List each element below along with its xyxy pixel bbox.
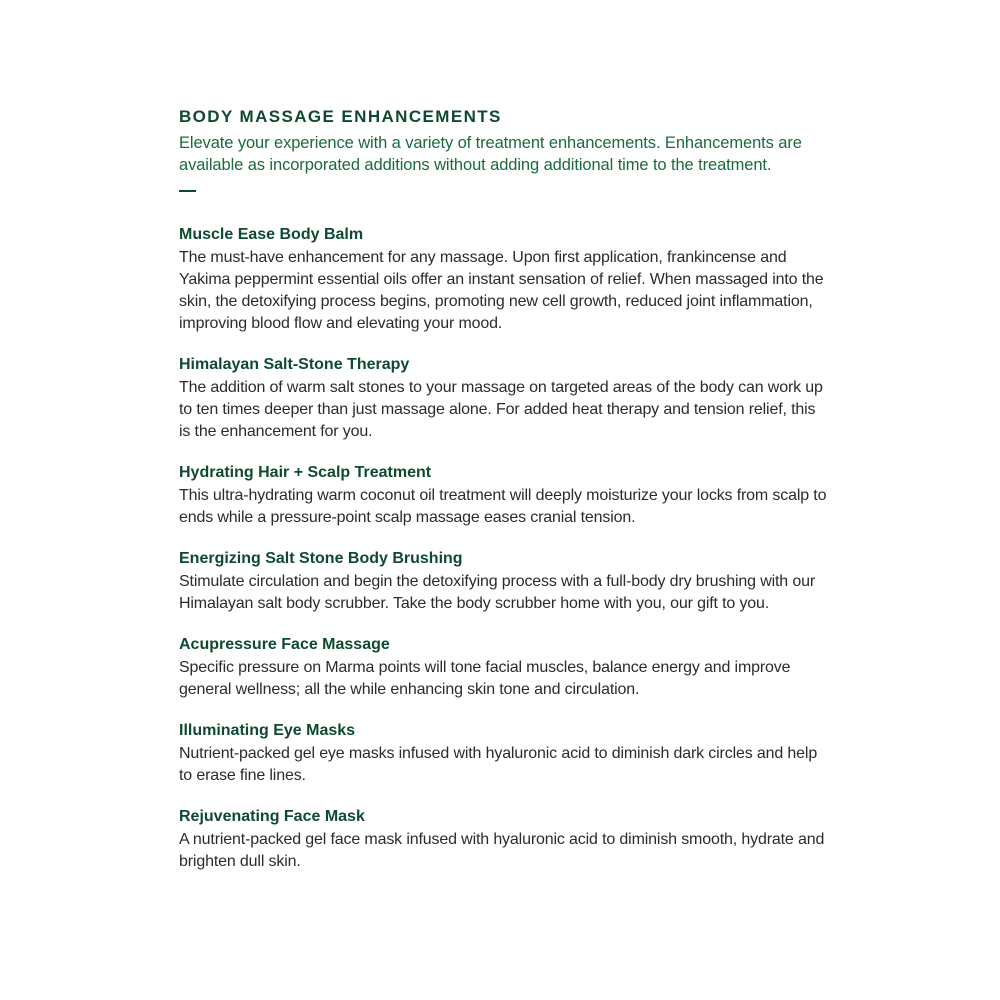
item-title: Muscle Ease Body Balm [179,226,364,243]
list-item [179,549,829,615]
item-title: Himalayan Salt-Stone Therapy [179,356,410,373]
list-item [179,463,829,529]
item-title: Energizing Salt Stone Body Brushing [179,550,463,567]
item-title: Acupressure Face Massage [179,636,390,653]
item-title: Hydrating Hair + Scalp Treatment [179,464,432,481]
list-item [179,225,829,335]
document-page [179,106,829,893]
item-description: Specific pressure on Marma points will tone facial muscles, balance energy and improve general wellness; all the while enhancing skin tone and circulation. [179,659,791,698]
item-description: A nutrient-packed gel face mask infused with hyaluronic acid to diminish smooth, hydrate and brighten dull skin. [179,831,825,870]
item-description: Nutrient-packed gel eye masks infused with hyaluronic acid to diminish dark circles and help to erase fine lines. [179,745,818,784]
item-description: Stimulate circulation and begin the detoxifying process with a full-body dry brushing with our Himalayan salt body scrubber. Take the body scrubber home with you, our gift to you. [179,573,816,612]
page-title: BODY MASSAGE ENHANCEMENTS [179,107,502,126]
list-item [179,635,829,701]
list-item [179,721,829,787]
list-item [179,355,829,443]
item-title: Illuminating Eye Masks [179,722,356,739]
section-divider [179,190,196,192]
enhancement-list [179,225,829,873]
item-description: The addition of warm salt stones to your massage on targeted areas of the body can work up to ten times deeper than just massage alone. For added heat therapy and tension relief, this is the enhancement for you. [179,379,823,440]
item-title: Rejuvenating Face Mask [179,808,365,825]
item-description: This ultra-hydrating warm coconut oil treatment will deeply moisturize your locks from scalp to ends while a pressure-point scalp massage eases cranial tension. [179,487,827,526]
intro-text: Elevate your experience with a variety of treatment enhancements. Enhancements are available as incorporated additions without adding additional time to the treatment. [179,134,802,174]
list-item [179,807,829,873]
item-description: The must-have enhancement for any massage. Upon first application, frankincense and Yakima peppermint essential oils offer an instant sensation of relief. When massaged into the skin, the detoxifying process begins, promoting new cell growth, reduced joint inflammation, improving blood flow and elevating your mood. [179,249,824,332]
